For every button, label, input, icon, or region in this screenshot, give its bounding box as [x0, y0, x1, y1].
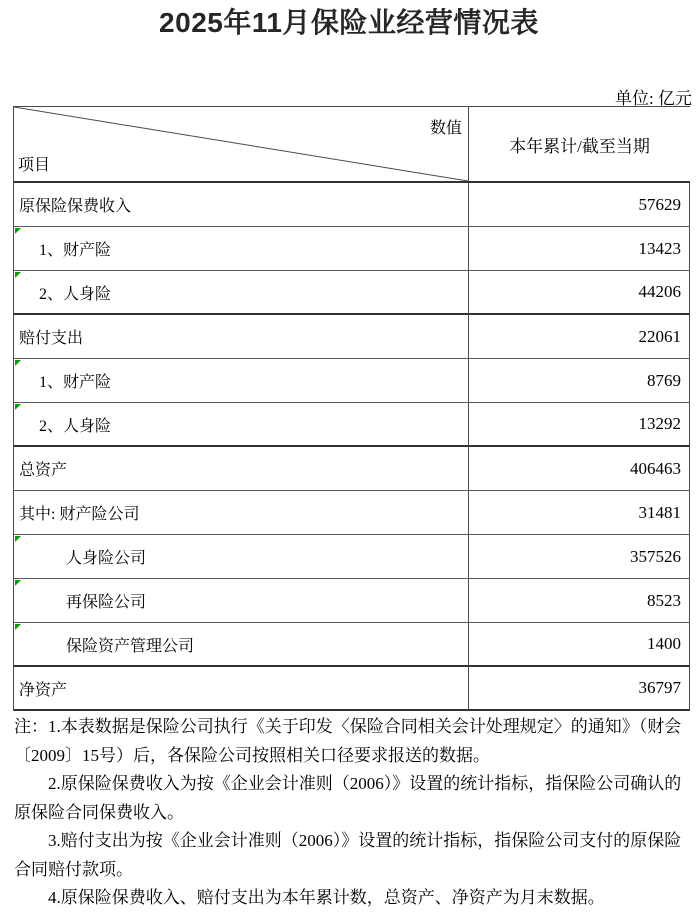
table-row [14, 271, 690, 315]
cell-flag-triangle-icon [15, 536, 21, 542]
item-value: 31481 [469, 491, 690, 534]
table-row [14, 447, 690, 491]
value-column-header: 本年累计/截至当期 [509, 136, 650, 156]
table-row [14, 579, 690, 623]
item-label: 其中: 财产险公司 [19, 506, 140, 523]
cell-flag-triangle-icon [15, 272, 21, 278]
table-row [14, 227, 690, 271]
item-value: 8523 [469, 579, 690, 622]
item-value: 406463 [469, 447, 690, 490]
item-label-cell [14, 667, 469, 709]
item-label: 净资产 [19, 681, 68, 699]
item-label: 总资产 [19, 462, 68, 479]
item-label: 1、财产险 [39, 374, 112, 391]
item-label-cell [14, 315, 469, 358]
item-label-cell [14, 579, 469, 622]
item-label-cell [14, 447, 469, 490]
item-value: 13423 [469, 227, 690, 270]
footnotes [14, 713, 692, 913]
item-value: 44206 [469, 271, 690, 313]
note-line: 4.原保险保费收入、赔付支出为本年累计数，总资产、净资产为月末数据。 [48, 888, 605, 907]
note-line: 3.赔付支出为按《企业会计准则（2006）》设置的统计指标，指保险公司支付的原保险合同赔付款项。 [14, 831, 682, 879]
item-value: 8769 [469, 359, 690, 402]
table-header-row [14, 107, 690, 183]
table-row [14, 359, 690, 403]
corner-label-item: 项目 [18, 157, 51, 174]
insurance-stats-table [13, 106, 690, 711]
item-label-cell [14, 183, 469, 226]
item-value: 57629 [469, 183, 690, 226]
table-row [14, 491, 690, 535]
item-value: 357526 [469, 535, 690, 578]
item-label: 人身险公司 [66, 550, 147, 567]
item-value: 36797 [469, 667, 690, 709]
item-label-cell [14, 227, 469, 270]
cell-flag-triangle-icon [15, 624, 21, 630]
cell-flag-triangle-icon [15, 404, 21, 410]
item-label-cell [14, 623, 469, 665]
table-row [14, 315, 690, 359]
page-title: 2025年11月保险业经营情况表 [159, 7, 539, 38]
item-label-cell [14, 271, 469, 313]
note-line: 注：1.本表数据是保险公司执行《关于印发〈保险合同相关会计处理规定〉的通知》（财会〔2009〕15号）后，各保险公司按照相关口径要求报送的数据。 [14, 717, 682, 765]
item-label: 保险资产管理公司 [66, 637, 195, 655]
item-value: 1400 [469, 623, 690, 665]
unit-label: 单位: 亿元 [615, 89, 692, 108]
item-label: 2、人身险 [39, 285, 112, 303]
table-row [14, 667, 690, 711]
table-body [14, 183, 690, 711]
corner-label-value: 数值 [429, 120, 462, 137]
table-corner-cell [14, 107, 469, 181]
table-row [14, 183, 690, 227]
table-row [14, 623, 690, 667]
cell-flag-triangle-icon [15, 360, 21, 366]
table-row [14, 403, 690, 447]
item-label-cell [14, 359, 469, 402]
table-row [14, 535, 690, 579]
item-label-cell [14, 491, 469, 534]
item-label-cell [14, 403, 469, 445]
item-label-cell [14, 535, 469, 578]
item-value: 13292 [469, 403, 690, 445]
cell-flag-triangle-icon [15, 580, 21, 586]
item-value: 22061 [469, 315, 690, 358]
item-label: 1、财产险 [39, 242, 112, 259]
diagonal-divider-line [14, 107, 468, 181]
item-label: 2、人身险 [39, 417, 112, 435]
item-label: 再保险公司 [66, 594, 147, 611]
item-label: 原保险保费收入 [19, 198, 132, 215]
cell-flag-triangle-icon [15, 228, 21, 234]
note-line: 2.原保险保费收入为按《企业会计准则（2006）》设置的统计指标，指保险公司确认的原保险合同保费收入。 [14, 774, 682, 822]
item-label: 赔付支出 [19, 330, 84, 347]
